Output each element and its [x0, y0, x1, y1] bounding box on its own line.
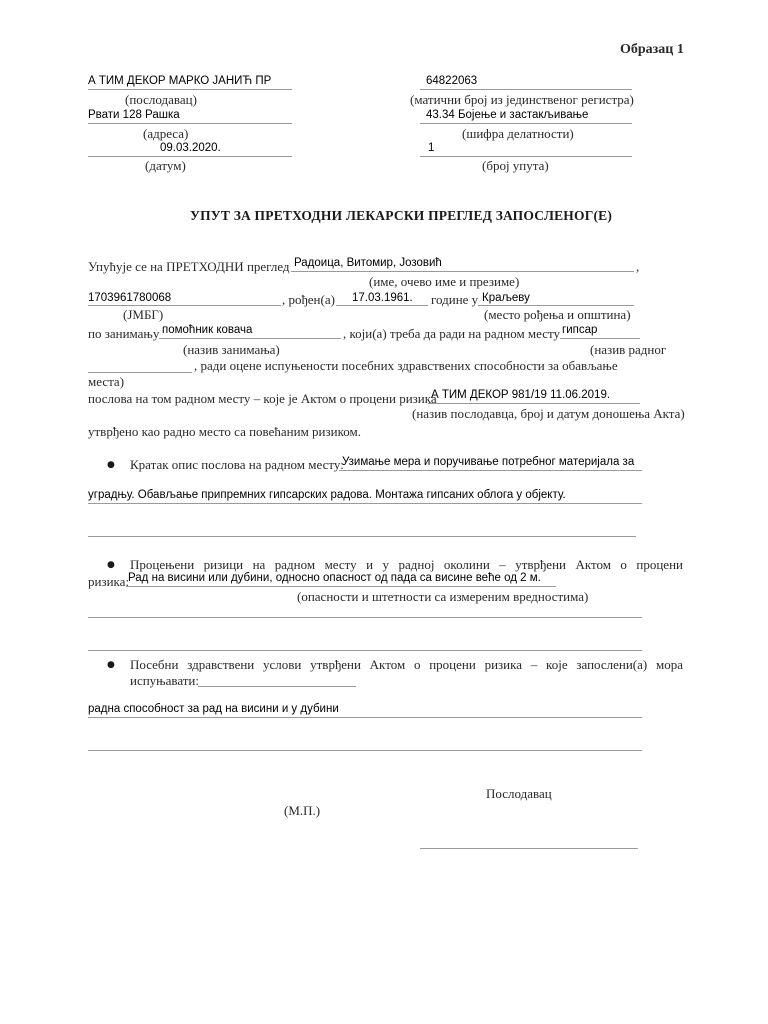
profession-line [159, 338, 341, 339]
activity-code: 43.34 Бојење и застакљивање [426, 109, 589, 121]
risk-line2 [88, 617, 642, 618]
job-line2 [88, 503, 642, 504]
employer-name: А ТИМ ДЕКОР МАРКО ЈАНИЋ ПР [88, 75, 272, 87]
profession-prefix: по занимању [88, 326, 160, 341]
jmbg-value: 1703961780068 [88, 292, 172, 304]
registry-line [420, 89, 632, 90]
birth-date-line [336, 305, 428, 306]
year-in: године у [431, 292, 479, 307]
act-caption: (назив послодавца, број и датум доношења Акта) [412, 406, 685, 421]
profession-value: помоћник ковача [162, 324, 253, 336]
born-prefix: , рођен(а) [282, 292, 335, 307]
referral-caption: (број упута) [482, 158, 549, 173]
health-line [198, 686, 356, 687]
job-line1 [339, 470, 642, 471]
bullet-icon: ● [107, 660, 115, 670]
workplace-line [560, 338, 640, 339]
health-text-line1: Посебни здравствени услови утврђени Актом о процени ризика – које запослени(а) мора [130, 657, 683, 672]
profession-caption: (назив занимања) [183, 342, 280, 357]
risk-text-line1: Процењени ризици на радном месту и у радној околини – утврђени Актом о процени [130, 557, 683, 572]
workplace-caption-cont: места) [88, 374, 125, 389]
employer-name-line [88, 89, 292, 90]
risk-line [126, 586, 556, 587]
workplace-value: гипсар [562, 324, 598, 336]
act-value: А ТИМ ДЕКОР 981/19 11.06.2019. [431, 389, 611, 401]
health-value-line [88, 717, 642, 718]
address-line [88, 123, 292, 124]
workplace-prefix: , који(а) треба да ради на радном месту [343, 326, 561, 341]
act-prefix: послова на том радном месту – које је Актом о процени ризика [88, 391, 437, 406]
referral-prefix: Упућује се на ПРЕТХОДНИ преглед [88, 259, 290, 274]
health-line3 [88, 750, 642, 751]
employer-signature-label: Послодавац [486, 786, 552, 801]
risk-value: Рад на висини или дубини, односно опасност од пада са висине веће од 2 м. [128, 572, 541, 584]
jmbg-line [88, 305, 281, 306]
assessment-text: , ради оцене испуњености посебних здравствених способности за обављање [194, 358, 618, 373]
registry-caption: (матични број из јединственог регистра) [410, 92, 634, 107]
activity-caption: (шифра делатности) [462, 126, 574, 141]
job-line3 [88, 536, 636, 537]
person-name-line [291, 271, 634, 272]
risk-caption: (опасности и штетности са измереним вредностима) [297, 589, 589, 604]
signature-line [420, 848, 638, 849]
risk-line3 [88, 650, 642, 651]
birth-place-line [478, 305, 634, 306]
employer-address: Рвати 128 Рашка [88, 109, 180, 121]
birth-date: 17.03.1961. [352, 292, 413, 304]
act-suffix: утврђено као радно место са повећаним ризиком. [88, 424, 361, 439]
bullet-icon: ● [107, 560, 115, 570]
activity-line [420, 123, 632, 124]
registry-number: 64822063 [426, 75, 478, 87]
job-desc-line2: уградњу. Обављање припремних гипсарских радова. Монтажа гипсаних облога у објекту. [88, 489, 566, 501]
document-date: 09.03.2020. [160, 142, 221, 154]
health-value: радна способност за рад на висини и у дубини [88, 703, 339, 715]
name-comma: , [636, 259, 640, 274]
name-caption: (име, очево име и презиме) [369, 274, 520, 289]
risk-prefix: ризика: [88, 574, 130, 589]
birth-place: Краљеву [482, 292, 530, 304]
referral-number: 1 [428, 142, 435, 154]
document-title: УПУТ ЗА ПРЕТХОДНИ ЛЕКАРСКИ ПРЕГЛЕД ЗАПОСЛЕНОГ(Е) [190, 208, 613, 223]
date-caption: (датум) [145, 158, 186, 173]
job-prefix: Кратак опис послова на радном месту: [130, 457, 344, 472]
act-line [428, 403, 640, 404]
date-line [88, 156, 292, 157]
jmbg-caption: (ЈМБГ) [123, 307, 164, 322]
bullet-icon: ● [107, 460, 115, 470]
referral-line [420, 156, 632, 157]
health-text-line2: испуњавати: [130, 673, 200, 688]
workplace-caption: (назив радног [590, 342, 667, 357]
workplace-continuation-line [88, 372, 192, 373]
seal-label: (М.П.) [284, 803, 321, 818]
person-name: Радоица, Витомир, Јозовић [294, 257, 442, 269]
form-number: Образац 1 [620, 42, 684, 57]
place-caption: (место рођења и општина) [484, 307, 631, 322]
job-desc-line1: Узимање мера и поручивање потребног материјала за [342, 456, 635, 468]
address-caption: (адреса) [143, 126, 189, 141]
employer-caption: (послодавац) [125, 92, 197, 107]
